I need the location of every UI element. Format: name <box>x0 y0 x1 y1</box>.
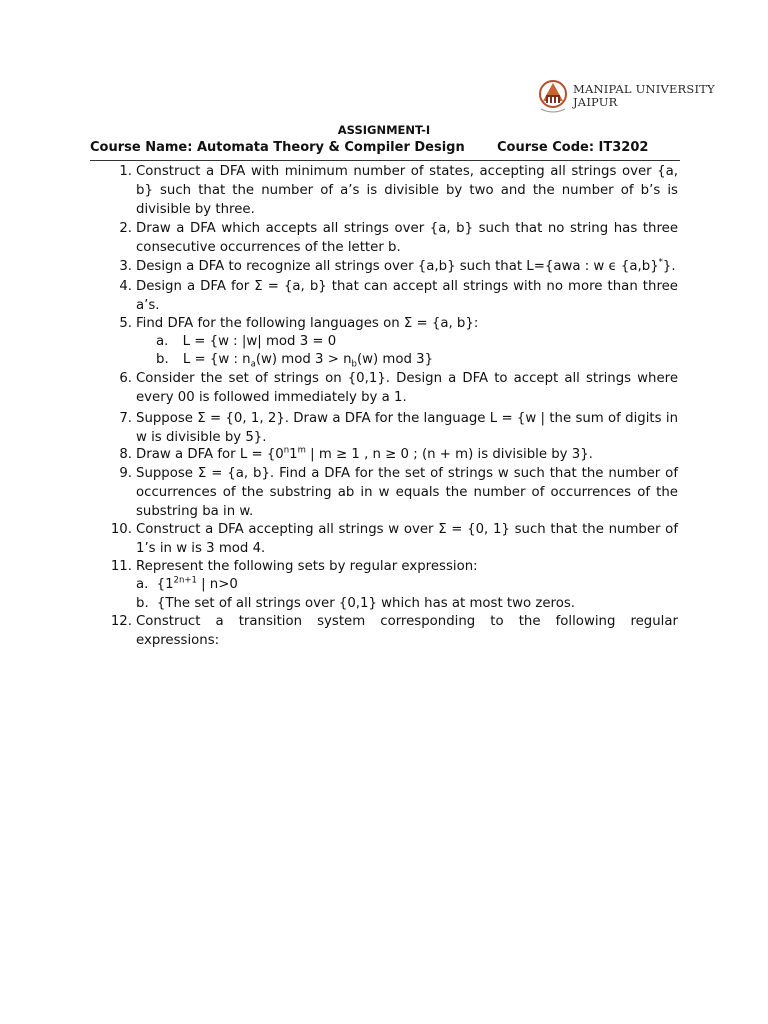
question-number: 6. <box>119 371 132 386</box>
question-5-part-b <box>156 350 433 369</box>
question-number: 12. <box>110 614 132 629</box>
university-logo <box>537 79 717 121</box>
question-text: Suppose Σ = {a, b}. Find a DFA for the set of strings w such that the number of occurrences of the substring ab in w equals the number of occurrences of the substring ba in w. <box>136 466 678 519</box>
logo-campus-name: JAIPUR <box>573 95 618 109</box>
question-text: Construct a DFA accepting all strings w over Σ = {0, 1} such that the number of 1’s in w is 3 mod 4. <box>136 522 678 556</box>
question-text: Construct a DFA with minimum number of states, accepting all strings over {a, b} such that the number of a’s is divisible by two and the number of b’s is divisible by three. <box>136 164 678 217</box>
question-number: 9. <box>119 466 132 481</box>
sub-text: {The set of all strings over {0,1} which has at most two zeros. <box>156 596 575 611</box>
question-text: Draw a DFA which accepts all strings over {a, b} such that no string has three consecutive occurrences of the letter b. <box>136 221 678 255</box>
question-5-part-a <box>156 332 336 351</box>
question-10 <box>90 520 678 558</box>
sub-label: b. <box>156 352 169 367</box>
university-emblem-icon <box>537 79 571 119</box>
question-number: 7. <box>119 411 132 426</box>
header-divider <box>90 160 680 161</box>
sub-text: {$1^{2n+1}$ | n>0 <box>156 575 238 592</box>
question-number: 8. <box>119 447 132 462</box>
question-8 <box>90 445 678 464</box>
question-number: 5. <box>119 316 132 331</box>
question-11-part-a <box>136 575 238 594</box>
course-code: Course Code: IT3202 <box>497 140 649 155</box>
sub-label: a. <box>156 334 169 349</box>
question-1 <box>90 162 678 219</box>
sub-text: L = {w : |w| mod 3 = 0 <box>182 334 337 349</box>
question-text: Design a DFA to recognize all strings over {a,b} such that L={awa : w ϵ {a,b}*}. <box>136 257 676 274</box>
question-text: Consider the set of strings on {0,1}. Design a DFA to accept all strings where every 00 is followed immediately by a 1. <box>136 371 678 405</box>
question-number: 2. <box>119 221 132 236</box>
question-text: Construct a transition system corresponding to the following regular expressions: <box>136 614 678 648</box>
question-number: 11. <box>110 559 132 574</box>
sub-label: a. <box>136 577 149 592</box>
question-11 <box>90 557 678 576</box>
question-2 <box>90 219 678 257</box>
question-11-part-b <box>136 594 575 613</box>
question-text: Design a DFA for Σ = {a, b} that can accept all strings with no more than three a’s. <box>136 279 678 313</box>
sub-label: b. <box>136 596 149 611</box>
question-number: 3. <box>119 259 132 274</box>
question-text: Represent the following sets by regular expression: <box>136 559 478 574</box>
question-12 <box>90 612 678 650</box>
question-text: Suppose Σ = {0, 1, 2}. Draw a DFA for the language L = {w | the sum of digits in w is divisible by 5}. <box>136 411 678 445</box>
question-text: Find DFA for the following languages on Σ = {a, b}: <box>136 316 479 331</box>
logo-university-name: MANIPAL UNIVERSITY <box>573 82 715 96</box>
course-name: Course Name: Automata Theory & Compiler Design <box>90 140 465 155</box>
question-number: 4. <box>119 279 132 294</box>
question-number: 10. <box>110 522 132 537</box>
assignment-title: ASSIGNMENT-I <box>337 123 431 137</box>
question-number: 1. <box>119 164 132 179</box>
question-3 <box>90 257 678 276</box>
sub-text: L = {w : $n_a(w)$ mod $3 > n_b(w)$ mod 3} <box>182 352 434 370</box>
question-5 <box>90 314 678 333</box>
question-text: Draw a DFA for $L = \{0^n1^m$ | m ≥ 1 , n ≥ 0 ; (n + m) is divisible by 3}. <box>136 445 593 462</box>
question-6 <box>90 369 678 407</box>
question-7 <box>90 409 678 447</box>
question-9 <box>90 464 678 521</box>
question-4 <box>90 277 678 315</box>
